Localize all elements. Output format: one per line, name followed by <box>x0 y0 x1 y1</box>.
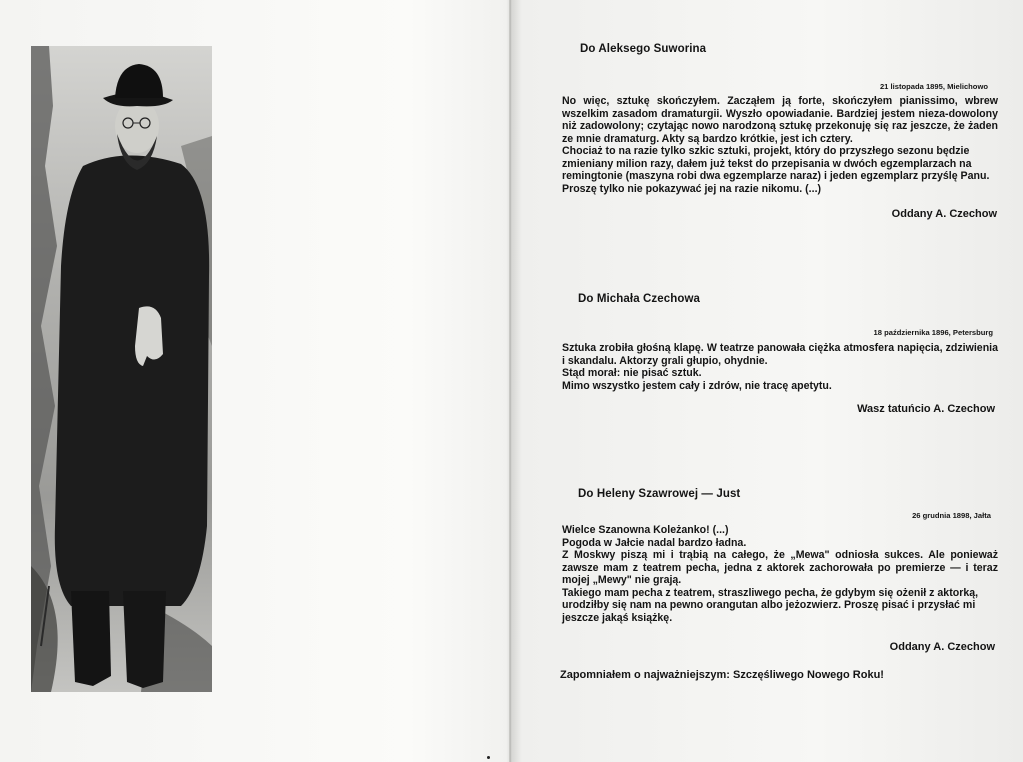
letter3-paragraph: Wielce Szanowna Koleżanko! (...) <box>562 524 729 536</box>
book-gutter <box>509 0 512 762</box>
letter3-heading: Do Heleny Szawrowej — Just <box>578 488 741 500</box>
letter1-paragraph: Chociaż to na razie tylko szkic sztuki, projekt, który do przyszłego sezonu będzie zmieniany milion razy, dałem już tekst do przepisania w dwóch egzemplarzach na remingtonie (maszyna robi dwa egzemplarze naraz) i jeden egzemplarz przyślę Panu. Proszę tylko nie pokazywać jej na razie nikomu. (...) <box>562 145 990 195</box>
letter2-signature: Wasz tatuńcio A. Czechow <box>857 403 995 415</box>
letter2-body <box>562 342 998 392</box>
letter1-heading: Do Aleksego Suworina <box>580 43 707 55</box>
portrait-photograph <box>31 46 212 692</box>
letter3-date: 26 grudnia 1898, Jałta <box>912 511 991 520</box>
letter1-body <box>562 95 998 195</box>
letter3-paragraph: Pogoda w Jałcie nadal bardzo ładna. <box>562 536 747 549</box>
letter2-date: 18 października 1896, Petersburg <box>873 328 993 337</box>
letter3-paragraph: Z Moskwy piszą mi i trąbią na całego, że „Mewa" odniosła sukces. Ale ponieważ zawsze mam z teatrem pecha, jedna z aktorek zachorowała po premierze — i teraz mojej „Mewy" nie grają. <box>562 549 998 586</box>
letter2-paragraph: Sztuka zrobiła głośną klapę. W teatrze panowała ciężka atmosfera napięcia, zdziwienia i skandalu. Aktorzy grali głupio, ohydnie. <box>562 342 998 367</box>
letter3-postscript: Zapomniałem o najważniejszym: Szczęśliwego Nowego Roku! <box>560 669 884 681</box>
letter2-heading: Do Michała Czechowa <box>578 293 701 305</box>
letter3-body <box>562 524 998 624</box>
letter3-signature: Oddany A. Czechow <box>889 641 995 653</box>
letter1-paragraph: No więc, sztukę skończyłem. Zacząłem ją forte, skończyłem pianissimo, wbrew wszelkim zasadom dramaturgii. Wyszło opowiadanie. Bardziej jestem nieza-dowolony niż zadowolony; czytając nowo narodzoną sztukę przekonuję się raz jeszcze, że żaden ze mnie dramaturg. Akty są bardzo krótkie, jest ich cztery. <box>562 95 998 145</box>
letter1-signature: Oddany A. Czechow <box>891 208 997 220</box>
letter2-paragraph: Mimo wszystko jestem cały i zdrów, nie tracę apetytu. <box>562 379 832 392</box>
print-speck <box>487 756 490 759</box>
letter1-date: 21 listopada 1895, Mielichowo <box>879 82 988 91</box>
letter2-paragraph: Stąd morał: nie pisać sztuk. <box>562 367 702 379</box>
letter3-paragraph: Takiego mam pecha z teatrem, straszliwego pecha, że gdybym się ożenił z aktorką, urodziłby się nam na pewno orangutan albo jeżozwierz. Proszę pisać i przysłać mi jeszcze jakąś książkę. <box>562 586 979 624</box>
